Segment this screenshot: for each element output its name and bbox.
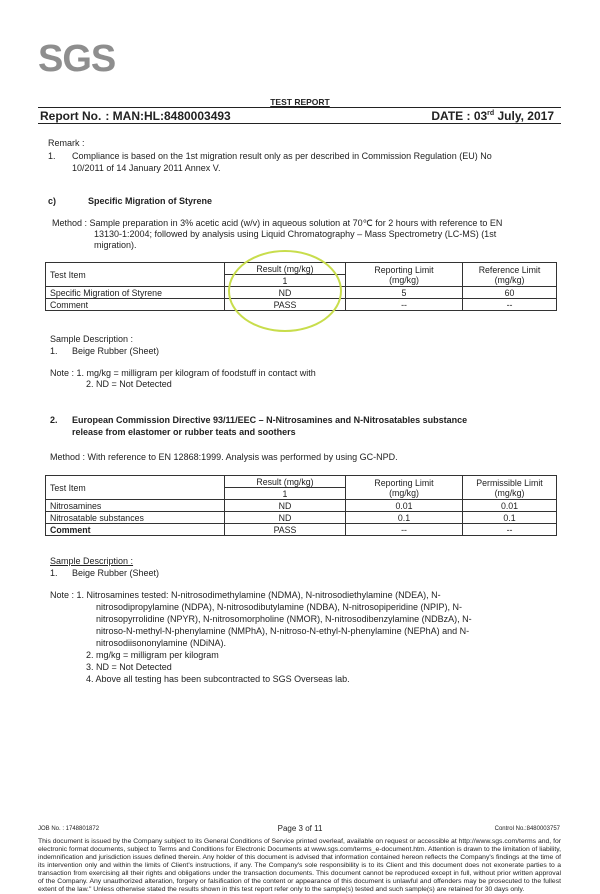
table-header-row [46, 476, 557, 488]
nitrosamine-table [45, 475, 557, 536]
note-2-item3: 3. ND = Not Detected [86, 662, 172, 672]
sgs-logo: SGS [38, 38, 116, 80]
cell-item: Nitrosatable substances [46, 512, 225, 524]
cell-permissible-limit: 0.01 [463, 500, 557, 512]
remark-label: Remark : [48, 138, 85, 148]
cell-reporting-limit: 0.01 [346, 500, 463, 512]
header-reporting-limit: Reporting Limit (mg/kg) [346, 476, 463, 500]
remark-num: 1. [48, 151, 56, 161]
cell-result: ND [225, 500, 346, 512]
cell-reporting-limit: -- [346, 299, 463, 311]
remark-text-2: 10/2011 of 14 January 2011 Annex V. [72, 163, 221, 173]
header-result-sub: 1 [225, 488, 346, 500]
sample-desc-label-2: Sample Description : [50, 556, 134, 566]
section-c-method-3: migration). [94, 240, 137, 250]
section-2-method: Method : With reference to EN 12868:1999. Analysis was performed by using GC-NPD. [50, 452, 398, 462]
section-c-num: c) [48, 196, 57, 206]
sample-text-c: Beige Rubber (Sheet) [72, 346, 160, 356]
cell-permissible-limit: 0.1 [463, 512, 557, 524]
note-2-item2: 2. mg/kg = milligram per kilogram [86, 650, 219, 660]
document-title: TEST REPORT [270, 97, 330, 107]
cell-result: PASS [225, 524, 346, 536]
remark-text-1: Compliance is based on the 1st migration result only as per described in Commission Regulation (EU) No [72, 151, 492, 161]
section-2-title-1: European Commission Directive 93/11/EEC – N-Nitrosamines and N-Nitrosatables substance [72, 415, 468, 425]
header-test-item: Test Item [46, 476, 225, 500]
header-test-item: Test Item [46, 263, 225, 287]
cell-reporting-limit: 0.1 [346, 512, 463, 524]
section-2-num: 2. [50, 415, 58, 425]
job-number: JOB No. : 1748801872 [38, 826, 100, 832]
header-result-sub: 1 [225, 275, 346, 287]
header-result: Result (mg/kg) [225, 476, 346, 488]
note-2-line3: nitrosopyrrolidine (NPYR), N-nitrosomorpholine (NMOR), N-nitrosodibenzylamine (NDBzA), N- [96, 614, 472, 624]
highlight-circle [228, 250, 342, 332]
report-number [40, 109, 231, 123]
sample-num-2: 1. [50, 568, 58, 578]
table-row [46, 524, 557, 536]
cell-reference-limit: 60 [463, 287, 557, 299]
cell-item: Specific Migration of Styrene [46, 287, 225, 299]
note-2-item4: 4. Above all testing has been subcontracted to SGS Overseas lab. [86, 674, 350, 684]
sample-text-2: Beige Rubber (Sheet) [72, 568, 160, 578]
cell-reporting-limit: 5 [346, 287, 463, 299]
note-c-1: Note : 1. mg/kg = milligram per kilogram of foodstuff in contact with [50, 368, 316, 378]
note-2-line1: Note : 1. Nitrosamines tested: N-nitrosodimethylamine (NDMA), N-nitrosodiethylamine (NDEA), N- [50, 590, 441, 600]
legal-disclaimer: This document is issued by the Company subject to its General Conditions of Service printed overleaf, available on request or accessible at http://www.sgs.com/terms and, for electronic format documents, subject to Terms and Conditions for Electronic Documents at www.sgs.com/terms_e-document.htm. Attention is drawn to the limitation of liability, indemnification and jurisdiction issues defined therein. Any holder of this document is advised that information contained hereon reflects the Company's findings at the time of its intervention only and within the limits of Client's instructions, if any. The Company's sole responsibility is to its Client and this document does not exonerate parties to a transaction from exercising all their rights and obligations under the transaction documents. This document cannot be reproduced except in full, without prior written approval of the Company. Any unauthorized alteration, forgery or falsification of the content or appearance of this document is unlawful and offenders may be prosecuted to the fullest extent of the law." Unless otherwise stated the results shown in this test report refer only to the sample(s) tested and such sample(s) are retained for 30 days only. [38, 838, 561, 893]
note-2-line5: nitrosodiisononylamine (NDiNA). [96, 638, 227, 648]
cell-item: Comment [46, 524, 225, 536]
section-c-method-1: Method : Sample preparation in 3% acetic acid (w/v) in aqueous solution at 70℃ for 2 hours with reference to EN [52, 218, 503, 228]
section-c-method-2: 13130-1:2004; followed by analysis using Liquid Chromatography – Mass Spectrometry (LC-MS) (1st [94, 229, 497, 239]
date-sup: rd [487, 110, 495, 117]
cell-reporting-limit: -- [346, 524, 463, 536]
report-no-value: : MAN:HL:8480003493 [105, 109, 231, 123]
control-number: Control No.:8480003757 [494, 826, 560, 832]
date-prefix: DATE : 03 [431, 109, 488, 123]
sample-num-c: 1. [50, 346, 58, 356]
cell-result: ND [225, 287, 346, 299]
section-c-title: Specific Migration of Styrene [88, 196, 213, 206]
table-row [46, 512, 557, 524]
cell-reference-limit: -- [463, 299, 557, 311]
note-2-line4: nitroso-N-methyl-N-phenylamine (NMPhA), N-nitroso-N-ethyl-N-phenylamine (NEPhA) and N- [96, 626, 470, 636]
table-row [46, 500, 557, 512]
header-reporting-limit: Reporting Limit (mg/kg) [346, 263, 463, 287]
cell-result: ND [225, 512, 346, 524]
cell-permissible-limit: -- [463, 524, 557, 536]
header-result: Result (mg/kg) [225, 263, 346, 275]
cell-item: Comment [46, 299, 225, 311]
page-number: Page 3 of 11 [277, 824, 323, 833]
cell-item: Nitrosamines [46, 500, 225, 512]
sample-desc-label-c: Sample Description : [50, 334, 134, 344]
date-suffix: July, 2017 [494, 109, 554, 123]
note-2-line2: nitrosodipropylamine (NDPA), N-nitrosodibutylamine (NDBA), N-nitrosopiperidine (NPIP), N- [96, 602, 462, 612]
header-reference-limit: Reference Limit (mg/kg) [463, 263, 557, 287]
report-date [431, 109, 554, 123]
note-c-2: 2. ND = Not Detected [86, 379, 172, 389]
report-no-label: Report No. [40, 109, 102, 123]
section-2-title-2: release from elastomer or rubber teats and soothers [72, 427, 296, 437]
cell-result: PASS [225, 299, 346, 311]
header-permissible-limit: Permissible Limit (mg/kg) [463, 476, 557, 500]
